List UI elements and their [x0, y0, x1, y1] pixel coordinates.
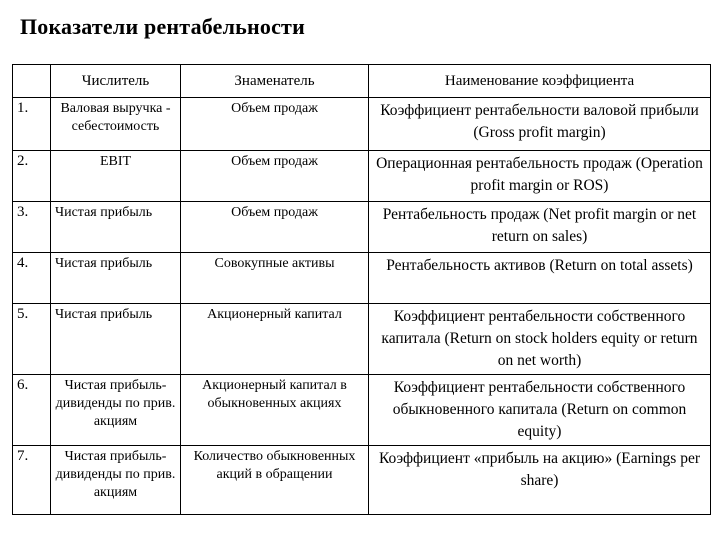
ratio-name-cell: Рентабельность активов (Return on total assets) [369, 253, 711, 304]
row-number: 4. [13, 253, 51, 304]
table-row [13, 446, 711, 515]
numerator-cell: Чистая прибыль-дивиденды по прив. акциям [51, 375, 181, 446]
denominator-cell: Акционерный капитал в обыкновенных акциях [181, 375, 369, 446]
header-denominator: Знаменатель [181, 65, 369, 98]
ratio-name-cell: Рентабельность продаж (Net profit margin or net return on sales) [369, 202, 711, 253]
numerator-cell: Чистая прибыль [51, 304, 181, 375]
row-number: 2. [13, 151, 51, 202]
denominator-cell: Количество обыкновенных акций в обращении [181, 446, 369, 515]
numerator-cell: Чистая прибыль [51, 202, 181, 253]
header-numerator: Числитель [51, 65, 181, 98]
table-row [13, 375, 711, 446]
numerator-cell: Чистая прибыль-дивиденды по прив. акциям [51, 446, 181, 515]
row-number: 6. [13, 375, 51, 446]
numerator-cell: EBIT [51, 151, 181, 202]
table-row [13, 202, 711, 253]
denominator-cell: Объем продаж [181, 202, 369, 253]
numerator-cell: Чистая прибыль [51, 253, 181, 304]
ratio-name-cell: Коэффициент рентабельности собственного капитала (Return on stock holders equity or return on net worth) [369, 304, 711, 375]
header-ratio-name: Наименование коэффициента [369, 65, 711, 98]
ratio-name-cell: Операционная рентабельность продаж (Operation profit margin or ROS) [369, 151, 711, 202]
table-row [13, 98, 711, 151]
profitability-table [12, 64, 711, 515]
row-number: 3. [13, 202, 51, 253]
row-number: 1. [13, 98, 51, 151]
row-number: 7. [13, 446, 51, 515]
ratio-name-cell: Коэффициент рентабельности собственного обыкновенного капитала (Return on common equity) [369, 375, 711, 446]
ratio-name-cell: Коэффициент рентабельности валовой прибыли (Gross profit margin) [369, 98, 711, 151]
numerator-cell: Валовая выручка - себестоимость [51, 98, 181, 151]
denominator-cell: Акционерный капитал [181, 304, 369, 375]
table-header-row [13, 65, 711, 98]
page-title: Показатели рентабельности [20, 14, 305, 39]
table-row [13, 304, 711, 375]
denominator-cell: Объем продаж [181, 98, 369, 151]
table-row [13, 253, 711, 304]
header-num [13, 65, 51, 98]
table-row [13, 151, 711, 202]
ratio-name-cell: Коэффициент «прибыль на акцию» (Earnings per share) [369, 446, 711, 515]
denominator-cell: Совокупные активы [181, 253, 369, 304]
denominator-cell: Объем продаж [181, 151, 369, 202]
row-number: 5. [13, 304, 51, 375]
